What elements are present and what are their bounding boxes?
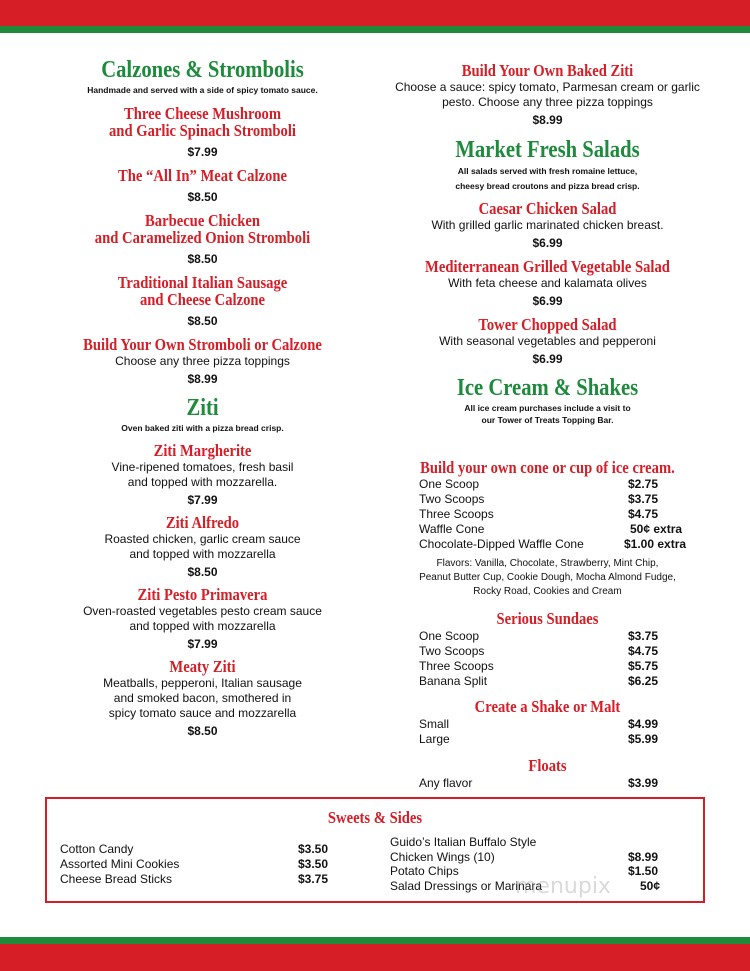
row-price: $8.99: [628, 850, 659, 864]
price-row: [419, 537, 709, 551]
flavors-text: [385, 557, 710, 599]
row-label: Potato Chips: [390, 864, 459, 878]
row-price: $3.75: [628, 492, 659, 506]
item-price: $8.99: [187, 372, 218, 386]
top-green-band: [0, 26, 750, 33]
sides-title: Sweets & Sides: [327, 808, 423, 827]
item-name-line: The “All In” Meat Calzone: [118, 166, 287, 185]
bottom-red-band: [0, 944, 750, 971]
flavors-line: Flavors: Vanilla, Chocolate, Strawberry, Mint Chip,: [436, 558, 659, 569]
item-price: $7.99: [187, 493, 218, 507]
item-name-line: Barbecue Chicken: [145, 211, 260, 230]
item-price: $6.99: [532, 352, 563, 366]
item-price: $6.99: [532, 294, 563, 308]
row-price: 50¢ extra: [630, 522, 683, 536]
item-name-line: and Cheese Calzone: [139, 290, 266, 309]
row-label: Small: [419, 717, 450, 731]
item-desc: spicy tomato sauce and mozzarella: [108, 706, 297, 720]
item-desc: and topped with mozzarella.: [127, 475, 278, 489]
menu-item-build-stromboli: [30, 336, 375, 386]
price-row: [419, 629, 709, 643]
floats-title: Floats: [528, 756, 567, 775]
item-desc: With seasonal vegetables and pepperoni: [439, 334, 656, 348]
row-label: Assorted Mini Cookies: [60, 857, 180, 871]
row-label: Cheese Bread Sticks: [60, 872, 173, 886]
row-label: Chicken Wings (10): [390, 850, 495, 864]
item-price: $6.99: [532, 236, 563, 250]
price-row: [419, 477, 709, 491]
salads-note: All salads served with fresh romaine lettuce,: [457, 166, 638, 176]
salads-note: cheesy bread croutons and pizza bread crisp.: [455, 181, 640, 191]
item-name-line: Ziti Margherite: [153, 441, 252, 460]
row-price: $3.50: [298, 842, 329, 856]
row-price: $5.75: [628, 659, 659, 673]
item-name-line: Ziti Pesto Primavera: [137, 585, 268, 604]
row-price: $5.99: [628, 732, 659, 746]
item-desc: Choose any three pizza toppings: [115, 354, 290, 368]
item-desc: With grilled garlic marinated chicken breast.: [431, 218, 664, 232]
icecream-title: Ice Cream & Shakes: [456, 375, 639, 401]
price-row: [60, 842, 340, 856]
salads-title: Market Fresh Salads: [455, 137, 640, 163]
row-price: $2.75: [628, 477, 659, 491]
row-label: One Scoop: [419, 629, 480, 643]
price-row: [419, 776, 709, 790]
row-price: $6.25: [628, 674, 659, 688]
price-row: [419, 674, 709, 688]
menu-item-ziti-pesto: [30, 586, 375, 651]
ziti-note: Oven baked ziti with a pizza bread crisp.: [121, 423, 284, 433]
menu-item-ziti-margherite: [30, 442, 375, 507]
row-label: Two Scoops: [419, 492, 485, 506]
calzones-title: Calzones & Strombolis: [101, 57, 304, 83]
item-price: $8.50: [187, 565, 218, 579]
item-desc: With feta cheese and kalamata olives: [448, 276, 647, 290]
row-label: Large: [419, 732, 450, 746]
item-price: $8.50: [187, 314, 218, 328]
row-label: Guido’s Italian Buffalo Style: [390, 835, 537, 849]
row-price: $4.99: [628, 717, 659, 731]
price-row: [419, 507, 709, 521]
price-row: [419, 732, 709, 746]
item-name-line: Traditional Italian Sausage: [117, 273, 288, 292]
item-name-line: Ziti Alfredo: [165, 513, 240, 532]
row-price: $1.00 extra: [624, 537, 687, 551]
item-name-line: Meaty Ziti: [169, 657, 236, 676]
item-desc: and topped with mozzarella: [129, 619, 276, 633]
row-label: Banana Split: [419, 674, 488, 688]
item-desc: Roasted chicken, garlic cream sauce: [104, 532, 301, 546]
item-price: $8.50: [187, 252, 218, 266]
item-price: $8.50: [187, 724, 218, 738]
sundaes-title: Serious Sundaes: [496, 609, 599, 628]
item-desc: and smoked bacon, smothered in: [113, 691, 292, 705]
row-label: One Scoop: [419, 477, 480, 491]
row-label: Waffle Cone: [419, 522, 485, 536]
calzones-note: Handmade and served with a side of spicy tomato sauce.: [87, 85, 318, 95]
cone-title: Build your own cone or cup of ice cream.: [420, 458, 675, 477]
menu-item-mediterranean-salad: [385, 258, 710, 308]
flavors-line: Peanut Butter Cup, Cookie Dough, Mocha Almond Fudge,: [419, 572, 676, 583]
item-price: $8.50: [187, 190, 218, 204]
right-column: [385, 62, 710, 426]
menu-item-bbq-chicken: [30, 212, 375, 266]
price-row: [390, 850, 690, 864]
item-desc: pesto. Choose any three pizza toppings: [442, 95, 653, 109]
row-label: Three Scoops: [419, 507, 494, 521]
row-price: $1.50: [628, 864, 659, 878]
row-price: $4.75: [628, 507, 659, 521]
menu-item-three-cheese: [30, 105, 375, 159]
shake-title: Create a Shake or Malt: [474, 697, 621, 716]
item-desc: Meatballs, pepperoni, Italian sausage: [103, 676, 302, 690]
row-price: $3.75: [628, 629, 659, 643]
watermark: menupix: [515, 874, 611, 899]
ziti-title: Ziti: [186, 395, 219, 421]
item-desc: Vine-ripened tomatoes, fresh basil: [111, 460, 294, 474]
sides-right-header: [390, 835, 690, 849]
icecream-note: All ice cream purchases include a visit to: [464, 403, 631, 413]
item-price: $7.99: [187, 145, 218, 159]
item-name-line: and Garlic Spinach Stromboli: [109, 121, 296, 140]
row-price: $3.50: [298, 857, 329, 871]
menu-item-sausage-calzone: [30, 274, 375, 328]
row-label: Chocolate-Dipped Waffle Cone: [419, 537, 584, 551]
item-name-line: Tower Chopped Salad: [478, 315, 617, 334]
item-name-line: Mediterranean Grilled Vegetable Salad: [425, 257, 670, 276]
top-red-band: [0, 0, 750, 26]
row-price: 50¢: [640, 879, 661, 893]
row-price: $3.99: [628, 776, 659, 790]
row-label: Three Scoops: [419, 659, 494, 673]
item-name-line: Caesar Chicken Salad: [478, 199, 617, 218]
row-price: $3.75: [298, 872, 329, 886]
menu-item-tower-salad: [385, 316, 710, 366]
menu-item-all-in: [30, 167, 375, 204]
price-row: [419, 644, 709, 658]
price-row: [419, 717, 709, 731]
row-label: Cotton Candy: [60, 842, 134, 856]
price-row: [60, 872, 340, 886]
row-price: $4.75: [628, 644, 659, 658]
price-row: [419, 492, 709, 506]
menu-item-caesar-salad: [385, 200, 710, 250]
flavors-line: Rocky Road, Cookies and Cream: [473, 586, 622, 597]
left-column: [30, 52, 375, 738]
menu-item-ziti-alfredo: [30, 514, 375, 579]
item-name-line: Three Cheese Mushroom: [123, 104, 282, 123]
item-name-line: and Caramelized Onion Stromboli: [94, 228, 311, 247]
menu-item-meaty-ziti: [30, 658, 375, 738]
price-row: [60, 857, 340, 871]
item-name-line: Build Your Own Baked Ziti: [461, 61, 634, 80]
bottom-green-band: [0, 937, 750, 944]
item-price: $8.99: [532, 113, 563, 127]
menu-item-build-baked-ziti: [385, 62, 710, 127]
row-label: Any flavor: [419, 776, 473, 790]
icecream-note: our Tower of Treats Topping Bar.: [481, 415, 614, 425]
item-desc: Choose a sauce: spicy tomato, Parmesan cream or garlic: [395, 80, 700, 94]
row-label: Salad Dressings or Marinara: [390, 879, 543, 893]
price-row: [419, 522, 709, 536]
row-label: Two Scoops: [419, 644, 485, 658]
item-desc: Oven-roasted vegetables pesto cream sauce: [83, 604, 322, 618]
item-name-line: Build Your Own Stromboli or Calzone: [83, 335, 322, 354]
item-desc: and topped with mozzarella: [129, 547, 276, 561]
item-price: $7.99: [187, 637, 218, 651]
price-row: [419, 659, 709, 673]
